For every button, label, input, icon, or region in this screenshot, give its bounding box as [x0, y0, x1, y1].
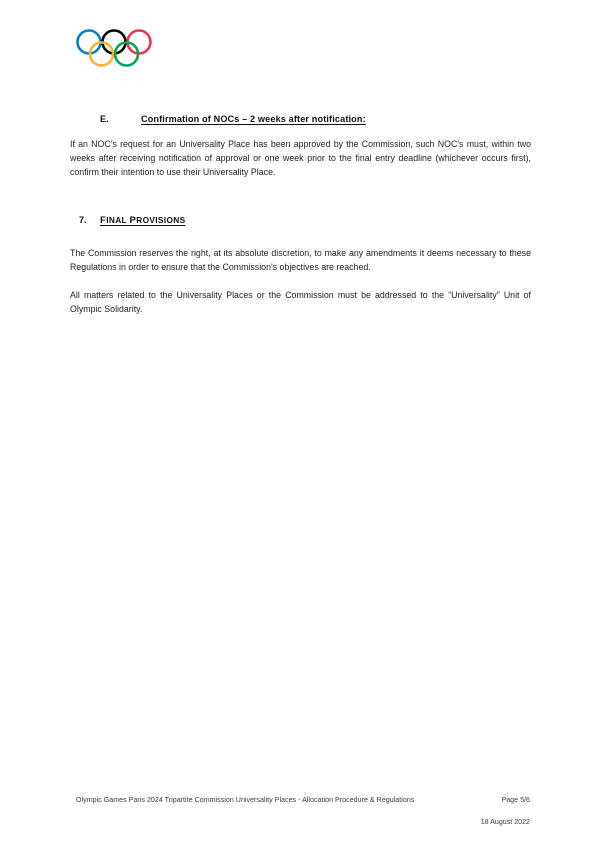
spacer	[70, 126, 531, 137]
heading-section-e	[100, 112, 531, 126]
heading-7-title-cap-p: P	[129, 214, 137, 226]
olympic-rings-icon	[76, 28, 152, 70]
paragraph-section-7-1: The Commission reserves the right, at its absolute discretion, to make any amendments it deems necessary to these Regulations in order to ensure that the Commission's objectives are reached.	[70, 247, 531, 272]
heading-e-label: E.	[100, 114, 109, 124]
olympic-rings-logo	[76, 28, 152, 70]
spacer	[70, 228, 531, 246]
spacer	[70, 274, 531, 288]
heading-7-title-inal: INAL	[106, 214, 130, 225]
heading-7-title-cap-f: F	[100, 214, 107, 226]
heading-7-title-rovisions: ROVISIONS	[136, 214, 186, 225]
heading-e-title: Confirmation of NOCs – 2 weeks after notification:	[141, 114, 366, 124]
paragraph-section-7-2: All matters related to the Universality Places or the Commission must be addressed to the “Universality” Unit of Olympic Solidarity.	[70, 290, 531, 315]
footer-date-row	[76, 817, 530, 828]
spacer	[70, 180, 531, 213]
footer-document-title: Olympic Games Paris 2024 Tripartite Commission Universality Places - Allocation Procedure & Regulations	[76, 796, 415, 804]
heading-7-label: 7.	[79, 214, 87, 225]
paragraph-section-e-1: If an NOC's request for an Universality Place has been approved by the Commission, such NOC's must, within two weeks after receiving notification of approval or one week prior to the final entry deadline (whichever occurs first), confirm their intention to use their Universality Place.	[70, 139, 531, 178]
page-footer	[76, 795, 530, 828]
heading-section-7	[79, 213, 531, 228]
heading-7-title	[100, 213, 186, 228]
footer-main-row	[76, 795, 530, 806]
footer-date: 18 August 2022	[480, 818, 530, 826]
document-body	[70, 112, 531, 316]
footer-page-number: Page 5/6	[501, 796, 530, 804]
